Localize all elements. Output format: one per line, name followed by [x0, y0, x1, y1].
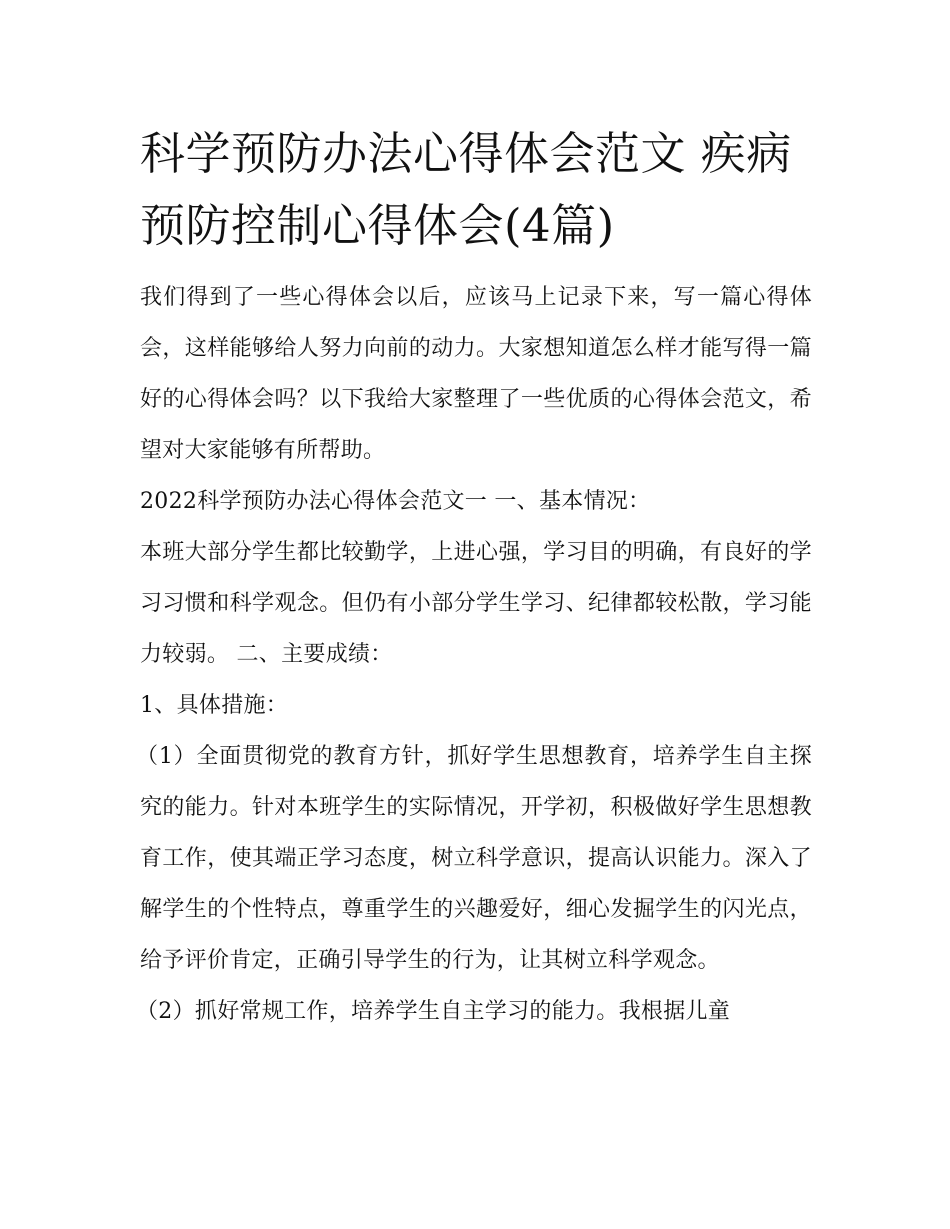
- paragraph-basic-situation: 本班大部分学生都比较勤学，上进心强，学习目的明确，有良好的学习习惯和科学观念。但仍有小部分学生学习、纪律都较松散，学习能力较弱。 二、主要成绩：: [140, 540, 812, 667]
- paragraph-section-heading: 2022科学预防办法心得体会范文一 一、基本情况：: [140, 489, 651, 514]
- paragraph-measure-2: （2）抓好常规工作，培养学生自主学习的能力。我根据儿童: [136, 999, 731, 1024]
- paragraph-intro: 我们得到了一些心得体会以后，应该马上记录下来，写一篇心得体会，这样能够给人努力向前的动力。大家想知道怎么样才能写得一篇好的心得体会吗？以下我给大家整理了一些优质的心得体会范文，希望对大家能够有所帮助。: [140, 285, 812, 463]
- paragraph-measures-heading: 1、具体措施：: [140, 693, 289, 718]
- paragraph-measure-1: （1）全面贯彻党的教育方针，抓好学生思想教育，培养学生自主探究的能力。针对本班学生的实际情况，开学初，积极做好学生思想教育工作，使其端正学习态度，树立科学意识，提高认识能力。深入了解学生的个性特点，尊重学生的兴趣爱好，细心发掘学生的闪光点，给予评价肯定，正确引导学生的行为，让其树立科学观念。: [136, 744, 812, 973]
- document-body: [136, 118, 812, 1037]
- document-title: 科学预防办法心得体会范文 疾病预防控制心得体会(4篇): [140, 127, 792, 252]
